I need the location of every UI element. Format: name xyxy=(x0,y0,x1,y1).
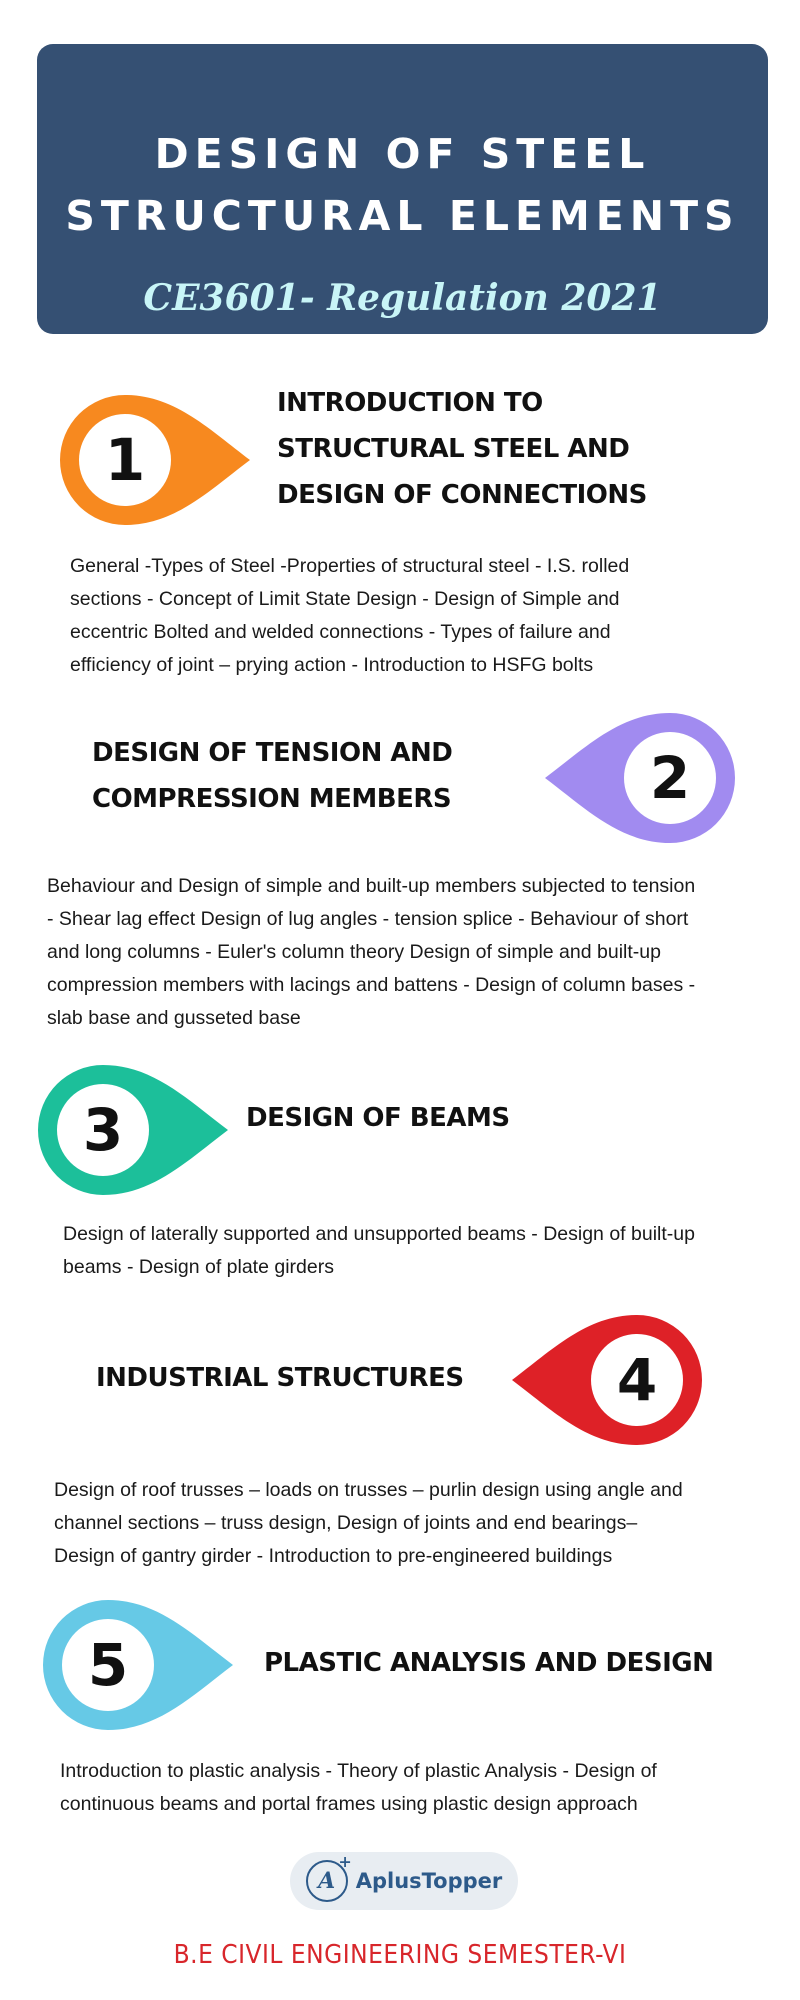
section-2-marker-icon xyxy=(545,713,735,843)
header-banner xyxy=(37,44,768,334)
section-1-number: 1 xyxy=(104,426,146,494)
section-4-body-line: Design of roof trusses – loads on trusses – purlin design using angle and xyxy=(54,1479,683,1501)
section-3-body-line: Design of laterally supported and unsupported beams - Design of built-up xyxy=(63,1223,695,1245)
section-2-body-line: - Shear lag effect Design of lug angles - tension splice - Behaviour of short xyxy=(47,908,689,930)
section-2-body-line: Behaviour and Design of simple and built-up members subjected to tension xyxy=(47,875,696,897)
page-title-line-1: DESIGN OF STEEL xyxy=(154,130,651,178)
section-1-description xyxy=(70,550,629,682)
section-2-body-line: slab base and gusseted base xyxy=(47,1007,301,1029)
section-5-title xyxy=(264,1640,713,1686)
section-2-description xyxy=(47,870,695,1035)
section-2-number: 2 xyxy=(649,744,691,812)
section-5-body-line: continuous beams and portal frames using plastic design approach xyxy=(60,1793,638,1815)
section-5-title-line: PLASTIC ANALYSIS AND DESIGN xyxy=(264,1648,714,1678)
course-code-subtitle: CE3601- Regulation 2021 xyxy=(143,277,662,319)
section-4-marker-icon xyxy=(512,1315,702,1445)
section-3-body-line: beams - Design of plate girders xyxy=(63,1256,334,1278)
logo-mark-plus: + xyxy=(338,1852,352,1871)
aplustopper-logo xyxy=(290,1852,518,1910)
section-5-marker-icon xyxy=(43,1600,233,1730)
section-2-title-line: COMPRESSION MEMBERS xyxy=(92,784,452,814)
section-5-number: 5 xyxy=(87,1631,129,1699)
section-3-marker-icon xyxy=(38,1065,228,1195)
section-1-body-line: efficiency of joint – prying action - Introduction to HSFG bolts xyxy=(70,654,594,676)
page-title-line-2: STRUCTURAL ELEMENTS xyxy=(65,192,740,240)
section-4-body-line: channel sections – truss design, Design of joints and end bearings– xyxy=(54,1512,638,1534)
section-1-body-line: General -Types of Steel -Properties of structural steel - I.S. rolled xyxy=(70,555,630,577)
section-1-body-line: eccentric Bolted and welded connections - Types of failure and xyxy=(70,621,611,643)
section-3-title xyxy=(246,1095,510,1141)
logo-mark-letter: A xyxy=(318,1868,336,1894)
section-2-body-line: compression members with lacings and battens - Design of column bases - xyxy=(47,974,696,996)
logo-text: AplusTopper xyxy=(355,1869,503,1893)
section-4-number: 4 xyxy=(616,1346,658,1414)
section-2-title-line: DESIGN OF TENSION AND xyxy=(92,738,453,768)
footer-caption: B.E CIVIL ENGINEERING SEMESTER-VI xyxy=(173,1940,627,1970)
section-4-title-line: INDUSTRIAL STRUCTURES xyxy=(96,1363,464,1393)
aplustopper-logo-icon xyxy=(306,1852,352,1902)
section-3-description xyxy=(63,1218,695,1284)
section-1-title-line: INTRODUCTION TO xyxy=(277,388,543,418)
section-5-body-line: Introduction to plastic analysis - Theory of plastic Analysis - Design of xyxy=(60,1760,657,1782)
section-2-title xyxy=(92,730,452,822)
section-1-title xyxy=(277,380,647,518)
section-4-title xyxy=(96,1355,464,1401)
section-1-title-line: DESIGN OF CONNECTIONS xyxy=(277,480,647,510)
section-1-marker-icon xyxy=(60,395,250,525)
section-4-body-line: Design of gantry girder - Introduction to pre-engineered buildings xyxy=(54,1545,613,1567)
section-3-number: 3 xyxy=(82,1096,124,1164)
section-2-body-line: and long columns - Euler's column theory Design of simple and built-up xyxy=(47,941,661,963)
section-1-body-line: sections - Concept of Limit State Design - Design of Simple and xyxy=(70,588,620,610)
section-4-description xyxy=(54,1474,683,1573)
section-3-title-line: DESIGN OF BEAMS xyxy=(246,1103,510,1133)
section-5-description xyxy=(60,1755,657,1821)
section-1-title-line: STRUCTURAL STEEL AND xyxy=(277,434,630,464)
